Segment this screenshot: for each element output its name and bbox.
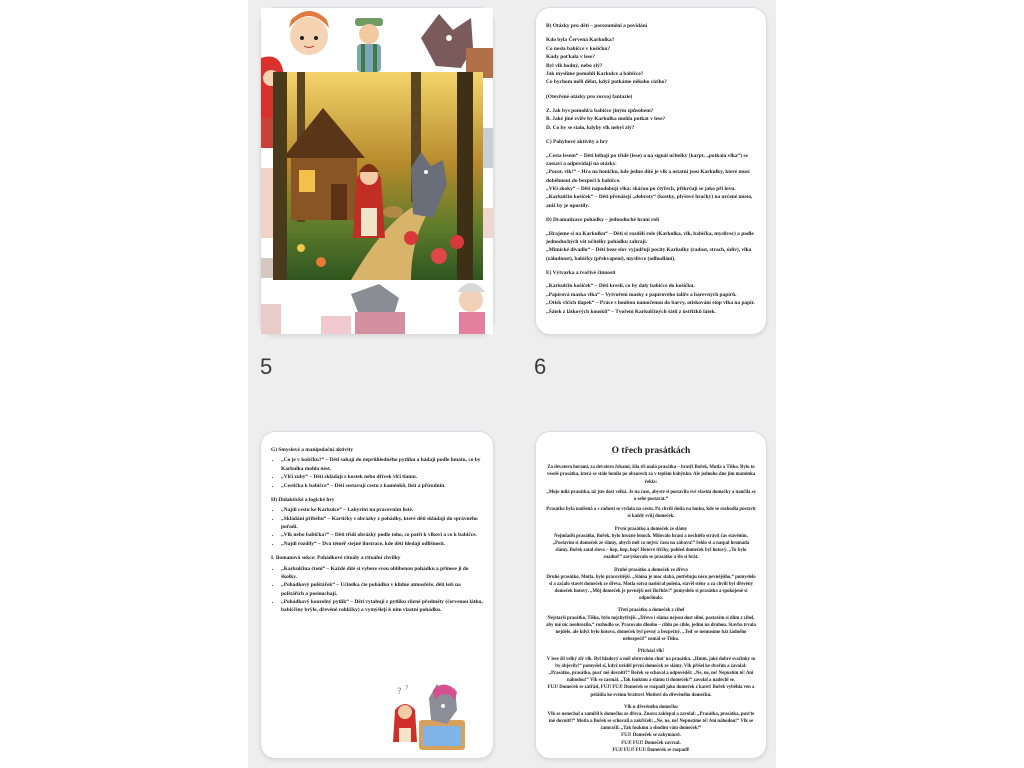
subheading: Přichází vlk! (637, 649, 665, 655)
art-list (546, 282, 756, 316)
page-number-6: 6 (534, 354, 547, 379)
paragraph: „Moje milá prasátka, už jste dost velká. Je na čase, abyste si postavila své vlastní domečky a naučila se o sebe postarat.“ (546, 489, 756, 502)
forest-scene (273, 72, 483, 280)
character-wolf-grandma (321, 284, 405, 334)
paragraph: Nejmladší prasátko, Bořek, bylo hrozné lenoch. Milovalo hraní a nechtělo strávit čas stavěním. „Postavím si domeček ze slámy, abych měl co nejvíc času na zábavu!“ řeklo si a naspal hromada slámy. Bořek zatal slovo – hop, hop, hop! Hotové tříčky, pohled domeček byl hotový. „To bylo snadné!“ zavýskovalo se prasátko a šlo si hrát. (552, 533, 750, 561)
sensory-list (271, 456, 483, 490)
question: Jak myslíme pomohli Karkulce a babičce? (546, 70, 644, 77)
page-7-text (271, 442, 483, 668)
list-item: • „Skládání příběhu“ – Kartičky s obrázky z pohádky, které děti skládají do správného pořadí. (281, 515, 483, 532)
activity: „Šátek z látkových kousků“ – Tvoření Karkulčiných šátů z ústřižků látek. (546, 308, 716, 315)
activity: „Vlčí skoky“ – Děti napodobují vlka: skáčou po čtyřech, přikrčují se jako při lovu. (546, 186, 736, 192)
section-heading: E) Výtvarka a tvořivé činnosti (546, 270, 616, 276)
page-thumbnail-8[interactable] (536, 432, 766, 758)
page-thumbnail-grid[interactable] (248, 0, 776, 768)
page-thumbnail-5[interactable] (261, 8, 493, 334)
wolf-and-girl-illustration (389, 680, 469, 752)
list-item: • „Pohádkový polštářek“ – Učitelka čte pohádku v klidné atmosféře, děti leží na polštářích a poslouchají. (281, 581, 483, 598)
logic-games-list (271, 506, 483, 548)
page-8-text (546, 442, 756, 753)
paragraph: V lese žil velký zlý vlk. Byl hladový a měl obrovskou chuť na prasátka. „Hmm, jaké dobré svačinky to by objevily!“ pomyslel si, když uviděl první domeček ze slámy. Vlk přišel ke dveřím a zavolal: (546, 656, 756, 669)
activity: „Hrajeme si na Karkulku“ – Děti si rozdělí role (Karkulka, vlk, babička, myslivec) a podle jednoduchých vět učitelky pohádku zahrají. (546, 230, 754, 245)
character-hunter (355, 18, 383, 72)
question: Z. Jak bys pomohl/a babičce jiným způsobem? (546, 108, 654, 114)
paragraph: „Prasátko, prasátko, pusť mě dovnitř!“ Bořek se schoval a odpověděl: „Ne, ne, ne! Nepustím tě! Ani náhodou!“ Vlk se zasmál. „Tak foukmu a slámu ti domeček!“ zavolal a nadechl se. (548, 670, 754, 684)
paragraph: Druhé prasátko, Motla, bylo pracovitější. „Sláma je moc slabá, potřebuju něco pevnějšího,“ pomyslelo si a začalo stavět domeček ze dřeva. Motla sotva nasbíral polena, stavěl stěny a za chvíli byl dřevěný domeček hotový. „Můj domeček je pevnější než Bořkův!“ pomyslelo si prasátko a spokojeně si odpočinulo. (546, 574, 756, 602)
activity: „Otisk vlčích tlapek“ – Práce s houbou namočenou do barvy, otiskování stop vlka na papír. (546, 300, 755, 307)
section-heading: G) Smyslové a manipulační aktivity (271, 447, 354, 453)
section-heading: H) Didaktické a logické hry (271, 496, 335, 503)
list-item: • „Pohádkový kouzelný pytlík“ – Děti vytahují z pytlíku různé předměty (červenou látku, babiččiny brýle, dřevěné rohlíčky) a vymýšlejí k nim vlastní pohádku. (281, 598, 483, 615)
list-item: • „Cestička k babičce“ – Děti sestavují cestu z kaménků, listí a přírodnin. (281, 482, 483, 490)
activity: „Karkulčin košíček“ – Děti kreslí, co by daly babičce do košíčku. (546, 283, 695, 290)
paragraph: Za devatero horami, za devatero řekami, žila tři malá prasátka – bratři Bořek, Motla a Tiško. Bylo to veselé prasátka, která se stále honila po obzorech za v teplém bahýnku. Ale jednoho dne jim maminka řekla: (546, 465, 756, 485)
question-list (546, 36, 756, 86)
paragraph: FUJ! Domeček se zakymácel. (621, 733, 681, 739)
activity-list (546, 152, 756, 211)
section-heading: C) Pohybové aktivity a hry (546, 139, 608, 146)
list-item: • „Najdi rozdíly“ – Dva téměř stejné ilustrace, kde děti hledají odlišnosti. (281, 540, 483, 548)
list-item: • „Vlčí zuby“ – Děti skládají z kostek nebo dřívek vlčí tlamu. (281, 473, 483, 481)
subheading: První prasátko a domeček ze slámy (614, 526, 688, 532)
question: Co bychom měli dělat, když potkáme někoho cizího? (546, 79, 667, 86)
svg-text:?: ? (405, 684, 409, 692)
left-side-decor (261, 168, 273, 278)
page-thumbnail-6[interactable] (536, 8, 766, 334)
list-item: • „Najdi cestu ke Karkulce“ – Labyrint na pracovním listě. (281, 506, 483, 514)
right-side-decor (483, 128, 493, 238)
question: Byl vlk hodný, nebo zlý? (546, 62, 603, 69)
rituals-list (271, 565, 483, 615)
character-grandma (457, 283, 485, 334)
list-item: • „Co je v košíčku?“ – Děti sahají do neprůhledného pytlíku a hádají podle hmatu, co by Karkulka mohla nést. (281, 456, 483, 473)
paragraph: FUJ! Domeček se zatřásl, FUJ! FUJ! Domeček se rozpadl jako domeček z karet! Bořek vyběhla ven a pelášila ke svému bratrovi Motlovi do dřevěného domečku. (547, 685, 755, 698)
question: B. Jaké jiné zvíře by Karkulka mohla potkat v lese? (546, 116, 666, 123)
page-number-5: 5 (260, 354, 273, 379)
bottom-left-decor (261, 304, 281, 334)
drama-list (546, 230, 756, 264)
page-6-text (546, 18, 756, 324)
page-thumbnail-7[interactable] (261, 432, 493, 758)
activity: „Papírová maska vlka“ – Vytvoření masky z papírového talíře a barevných papírů. (546, 291, 737, 298)
paragraph: FUJ! FUJ! Domeček zavrzal. (621, 740, 681, 746)
question: Co nesla babičce v košíčku? (546, 45, 611, 52)
paragraph: Prasátka byla nadšená a s radostí se vydala na cestu. Po chvíli došla na louku, kde se rozhodla postavit si každý svůj domeček. (546, 507, 756, 520)
paragraph: FUJ! FUJ! FUJ! Domeček se rozpadl! (612, 747, 690, 753)
character-girl-head (289, 11, 329, 55)
left-margin (0, 0, 248, 768)
activity: „Karkulčin košíček“ – Děti přenášejí „dobroty“ (kostky, plyšové hračky) na určené místo, aniž by je upustily. (546, 194, 753, 209)
red-riding-hood-illustration (261, 8, 493, 334)
activity: „Mimické divadlo“ – Děti beze slov vyjadřují pocity Karkulky (radost, strach, údiv), vlka (záludnost), babičky (překvapení), myslivce (odhodlání). (546, 247, 752, 262)
subheading: Třetí prasátko a domeček z cihel (617, 608, 685, 614)
right-margin (776, 0, 1024, 768)
story-body (546, 464, 756, 754)
subheading: Druhé prasátko a domeček ze dřeva (614, 567, 688, 573)
story-title: O třech prasátkách (611, 446, 691, 456)
section-heading: B) Otázky pro děti – porozumění a povídání (546, 23, 648, 29)
section-heading: D) Dramatizace pohádky – jednoduché hraní rolí (546, 217, 660, 224)
question: Kdo byla Červená Karkulka? (546, 37, 615, 44)
paragraph: Vlk se nenechal a zamířil k domečku ze dřeva. Znovu zaklepal a zavolal: „Prasátka, prasátka, pusťte mě dovnitř!“ Motla a Bořek se schovali a zakřičeli: „Ne, ne, ne! Nepustíme tě! Ani náhodou!“ Vlk se zamračil. „Tak foukmu a shodím vám domeček!“ (547, 711, 755, 732)
list-item: • „Karkulčina čtení“ – Každé dítě si vybere svou oblíbenou pohádku a přinese ji do školky. (281, 565, 483, 582)
paragraph: Nejstarší prasátko, Tiško, bylo nejchytřejší. „Dřevo i sláma nejsou dost silné, postavím si dům z cihel, aby mě nic neohrozilo,“ rozhodlo se. Pracovalo dlouho – cihlu po cihle, jednu na druhou. Stavba trvala nejdéle, ale když bylo hotovo, domeček byl pevný a bezpečný. „Teď se nemusíme bát žádného nebezpečí!“ usmál se Tiško. (546, 615, 756, 643)
subheading: Vlk u dřevěného domečku (624, 704, 678, 710)
subheading: (Otevřené otázky pro rozvoj fantazie) (546, 93, 633, 100)
activity: „Cesta lesem“ – Děti běhají po třídě (lese) a na signál učitelky (karpt, „potkala vlka“) se zastaví a odpovídají na otázky. (546, 152, 748, 167)
activity: „Pozor, vlk!“ – Hra na honičku, kde jedno dítě je vlk a ostatní jsou Karkulky, které musí doběhnout do bezpečí k babičce. (546, 169, 750, 184)
list-item: • „Vlk nebo babička?“ – Děti třídí obrázky podle toho, co patří k vlkovi a co k babičce. (281, 531, 483, 539)
question: Kudy poťkala v lese? (546, 54, 596, 61)
character-wolf (421, 14, 493, 78)
svg-text:?: ? (397, 687, 402, 697)
section-heading: I. Ilomanová sekce: Pohádkové rituály a rituální chvilky (271, 555, 401, 562)
question: D. Co by se stalo, kdyby vlk nebyl zlý? (546, 124, 635, 131)
open-question-list (546, 107, 756, 132)
